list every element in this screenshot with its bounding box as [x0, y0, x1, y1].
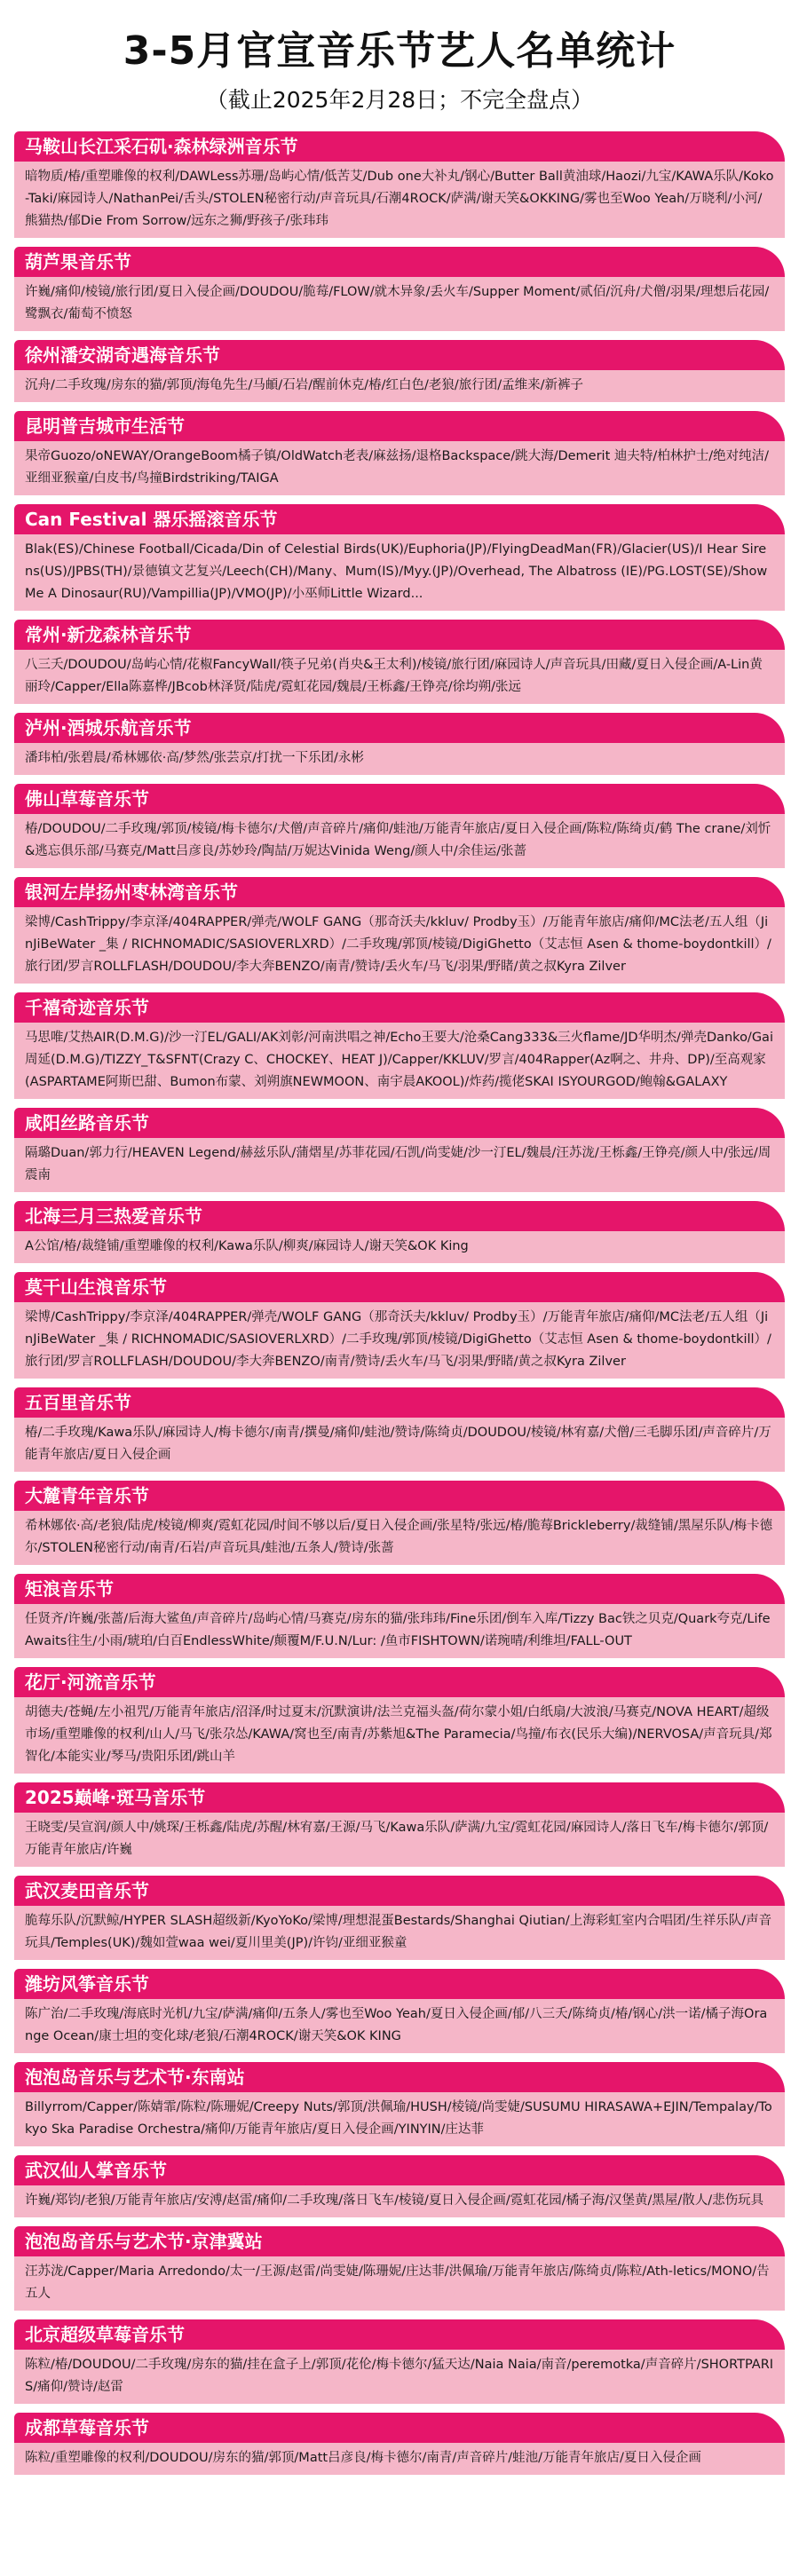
festival-name: 银河左岸扬州枣林湾音乐节 [14, 877, 785, 907]
festival-artists: Blak(ES)/Chinese Football/Cicada/Din of Celestial Birds(UK)/Euphoria(JP)/FlyingDeadMan(FR)/Glacier(US)/I Hear Sirens(US)/JPBS(TH)/景德镇文艺复兴/Leech(CH)/Many、Mum(IS)/Myy.(JP)/Overhead, The Albatross (IE)/PG.LOST(SE)/Show Me A Dinosaur(RU)/Vampillia(JP)/VMO(JP)/小巫师Little Wizard... [14, 534, 785, 611]
festival-section [14, 2226, 785, 2311]
festival-name: 潍坊风筝音乐节 [14, 1969, 785, 1999]
festival-artists: 椿/DOUDOU/二手玫瑰/郭顶/棱镜/梅卡德尔/犬僧/声音碎片/痛仰/蛙池/万能青年旅店/夏日入侵企画/陈粒/陈绮贞/鹤 The crane/刘忻&逃忘俱乐部/马赛克/Matt吕彦良/苏妙玲/陶喆/万妮达Vinida Weng/颜人中/余佳运/张蔷 [14, 814, 785, 868]
festival-section [14, 992, 785, 1099]
festival-section [14, 1574, 785, 1658]
festival-section [14, 784, 785, 868]
festival-name: 武汉麦田音乐节 [14, 1876, 785, 1906]
festival-section [14, 620, 785, 704]
festival-name: 马鞍山长江采石矶·森林绿洲音乐节 [14, 131, 785, 162]
festival-name: 2025巅峰·斑马音乐节 [14, 1782, 785, 1813]
festival-name: 昆明普吉城市生活节 [14, 411, 785, 441]
festival-name: 大麓青年音乐节 [14, 1481, 785, 1511]
festival-name: 泡泡岛音乐与艺术节·东南站 [14, 2062, 785, 2092]
festival-artists: 梁博/CashTrippy/李京泽/404RAPPER/弹壳/WOLF GANG（那奇沃夫/kkluv/ Prodby玉）/万能青年旅店/痛仰/MC法老/五人组（JinJiBeWater _集 / RICHNOMADIC/SASIOVERLXRD）/二手玫瑰/郭顶/棱镜/DigiGhetto（艾志恒 Asen & thome-boydontkill）/旅行团/罗言ROLLFLASH/DOUDOU/李大奔BENZO/南青/赞诗/丢火车/马飞/羽果/野睹/黄之叔Kyra Zilver [14, 907, 785, 984]
festival-name: 北海三月三热爱音乐节 [14, 1201, 785, 1231]
festival-artists: 陈广治/二手玫瑰/海底时光机/九宝/萨满/痛仰/五条人/雾也至Woo Yeah/夏日入侵企画/郁/八三夭/陈绮贞/椿/钢心/洪一诺/橘子海Orange Ocean/康士坦的变化球/老狼/石潮4ROCK/谢天笑&OK KING [14, 1999, 785, 2053]
festival-section [14, 131, 785, 238]
festival-artists: 希林娜依·高/老狼/陆虎/棱镜/柳爽/霓虹花园/时间不够以后/夏日入侵企画/张星特/张远/椿/脆莓Brickleberry/裁缝铺/黑屋乐队/梅卡德尔/STOLEN秘密行动/南青/石岩/声音玩具/蛙池/五条人/赞诗/张蔷 [14, 1511, 785, 1565]
festival-artists: Billyrrom/Capper/陈婧霏/陈粒/陈珊妮/Creepy Nuts/郭顶/洪佩瑜/HUSH/棱镜/尚雯婕/SUSUMU HIRASAWA+EJIN/Tempalay/Tokyo Ska Paradise Orchestra/痛仰/万能青年旅店/夏日入侵企画/YINYIN/庄达菲 [14, 2092, 785, 2146]
festival-name: 莫干山生浪音乐节 [14, 1272, 785, 1302]
festival-artists: 八三夭/DOUDOU/岛屿心情/花椒FancyWall/筷子兄弟(肖央&王太利)/棱镜/旅行团/麻园诗人/声音玩具/田藏/夏日入侵企画/A-Lin黄丽玲/Capper/Ella陈嘉桦/JBcob林泽贤/陆虎/霓虹花园/魏晨/王栎鑫/王铮亮/徐均朔/张远 [14, 650, 785, 704]
festival-name: 泡泡岛音乐与艺术节·京津冀站 [14, 2226, 785, 2256]
festival-artists: 果帝Guozo/oNEWAY/OrangeBoom橘子镇/OldWatch老表/麻兹扬/退格Backspace/跳大海/Demerit 迪夫特/柏林护士/绝对纯洁/亚细亚猴童/白皮书/鸟撞Birdstriking/TAIGA [14, 441, 785, 495]
festival-artists: 脆莓乐队/沉默鲸/HYPER SLASH超级新/KyoYoKo/梁博/理想混蛋Bestards/Shanghai Qiutian/上海彩虹室内合唱团/生祥乐队/声音玩具/Temples(UK)/魏如萱waa wei/夏川里美(JP)/许钧/亚细亚猴童 [14, 1906, 785, 1960]
festival-artists: 汪苏泷/Capper/Maria Arredondo/太一/王源/赵雷/尚雯婕/陈珊妮/庄达菲/洪佩瑜/万能青年旅店/陈绮贞/陈粒/Ath-letics/MONO/告五人 [14, 2256, 785, 2311]
festival-name: 徐州潘安湖奇遇海音乐节 [14, 340, 785, 370]
festival-artists: 暗物质/椿/重塑雕像的权利/DAWLess苏珊/岛屿心情/低苦艾/Dub one大补丸/钢心/Butter Ball黄油球/Haozi/九宝/KAWA乐队/Koko-Taki/麻园诗人/NathanPei/舌头/STOLEN秘密行动/声音玩具/石潮4ROCK/萨满/谢天笑&OKKING/雾也至Woo Yeah/万晓利/小河/熊猫热/郁Die From Sorrow/远东之狮/野孩子/张玮玮 [14, 162, 785, 238]
festival-name: 矩浪音乐节 [14, 1574, 785, 1604]
festival-name: 成都草莓音乐节 [14, 2413, 785, 2443]
festival-artists: 陈粒/重塑雕像的权利/DOUDOU/房东的猫/郭顶/Matt吕彦良/梅卡德尔/南青/声音碎片/蛙池/万能青年旅店/夏日入侵企画 [14, 2443, 785, 2475]
festival-section [14, 2319, 785, 2404]
festival-section [14, 1201, 785, 1263]
festival-artists: 马思唯/艾热AIR(D.M.G)/沙一汀EL/GALI/AK刘彰/河南洪唱之神/Echo王要大/沧桑Cang333&三火flame/JD华明杰/弹壳Danko/Gai周延(D.M.G)/TIZZY_T&SFNT(Crazy C、CHOCKEY、HEAT J)/Capper/KKLUV/罗言/404Rapper(Az啊之、井舟、DP)/至高观家(ASPARTAME阿斯巴甜、Bumon布蒙、刘朔旗NEWMOON、南宇晨AKOOL)/炸药/揽佬SKAI ISYOURGOD/鲍翰&GALAXY [14, 1023, 785, 1099]
page-subtitle: （截止2025年2月28日；不完全盘点） [205, 87, 594, 113]
festival-artists: 梁博/CashTrippy/李京泽/404RAPPER/弹壳/WOLF GANG（那奇沃夫/kkluv/ Prodby玉）/万能青年旅店/痛仰/MC法老/五人组（JinJiBeWater _集 / RICHNOMADIC/SASIOVERLXRD）/二手玫瑰/郭顶/棱镜/DigiGhetto（艾志恒 Asen & thome-boydontkill）/旅行团/罗言ROLLFLASH/DOUDOU/李大奔BENZO/南青/赞诗/丢火车/马飞/羽果/野睹/黄之叔Kyra Zilver [14, 1302, 785, 1379]
festival-section [14, 340, 785, 402]
festival-artists: 王晓雯/吴宣润/颜人中/姚琛/王栎鑫/陆虎/苏醒/林宥嘉/王源/马飞/Kawa乐队/萨满/九宝/霓虹花园/麻园诗人/落日飞车/梅卡德尔/郭顶/万能青年旅店/许巍 [14, 1813, 785, 1867]
festival-section [14, 713, 785, 775]
festival-name: 葫芦果音乐节 [14, 247, 785, 277]
festival-name: Can Festival 器乐摇滚音乐节 [14, 504, 785, 534]
festival-list [14, 131, 785, 2475]
festival-section [14, 247, 785, 331]
festival-section [14, 1667, 785, 1774]
festival-section [14, 1108, 785, 1192]
festival-name: 佛山草莓音乐节 [14, 784, 785, 814]
festival-name: 花厅·河流音乐节 [14, 1667, 785, 1697]
festival-artists: 陈粒/椿/DOUDOU/二手玫瑰/房东的猫/挂在盒子上/郭顶/花伦/梅卡德尔/猛天达/Naia Naia/南音/peremotka/声音碎片/SHORTPARIS/痛仰/赞诗/赵雷 [14, 2350, 785, 2404]
festival-artists: 沉舟/二手玫瑰/房东的猫/郭顶/海龟先生/马頔/石岩/醒前休克/椿/红白色/老狼/旅行团/孟维来/新裤子 [14, 370, 785, 402]
festival-name: 北京超级草莓音乐节 [14, 2319, 785, 2350]
festival-section [14, 1481, 785, 1565]
festival-section [14, 1272, 785, 1379]
festival-section [14, 1782, 785, 1867]
festival-section [14, 2413, 785, 2475]
festival-section [14, 877, 785, 984]
festival-artists: 胡德夫/苍蝇/左小祖咒/万能青年旅店/沼泽/时过夏末/沉默演讲/法兰克福头盔/荷尔蒙小姐/白纸扇/大波浪/马赛克/NOVA HEART/超级市场/重塑雕像的权利/山人/马飞/张尕怂/KAWA/窝也至/南青/苏紫旭&The Paramecia/鸟撞/布衣(民乐大编)/NERVOSA/声音玩具/郑智化/本能实业/琴马/贵阳乐团/跳山羊 [14, 1697, 785, 1774]
festival-name: 千禧奇迹音乐节 [14, 992, 785, 1023]
festival-name: 咸阳丝路音乐节 [14, 1108, 785, 1138]
page-title: 3-5月官宣音乐节艺人名单统计 [123, 28, 676, 74]
festival-section [14, 1387, 785, 1472]
festival-name: 五百里音乐节 [14, 1387, 785, 1418]
festival-artists: A公馆/椿/裁缝铺/重塑雕像的权利/Kawa乐队/柳爽/麻园诗人/谢天笑&OK King [14, 1231, 785, 1263]
festival-section [14, 411, 785, 495]
festival-section [14, 2062, 785, 2146]
festival-artists: 许巍/郑钧/老狼/万能青年旅店/安溥/赵雷/痛仰/二手玫瑰/落日飞车/棱镜/夏日入侵企画/霓虹花园/橘子海/汉堡黄/黑屋/散人/悲伤玩具 [14, 2185, 785, 2217]
festival-name: 泸州·酒城乐航音乐节 [14, 713, 785, 743]
festival-section [14, 1876, 785, 1960]
festival-artists: 任贤齐/许巍/张蔷/后海大鲨鱼/声音碎片/岛屿心情/马赛克/房东的猫/张玮玮/Fine乐团/倒车入库/Tizzy Bac铁之贝克/Quark夸克/Life Awaits往生/小雨/琥珀/白百EndlessWhite/颠覆M/F.U.N/Lur: /鱼市FISHTOWN/诺琬晴/利维坦/FALL-OUT [14, 1604, 785, 1658]
festival-artists: 许巍/痛仰/棱镜/旅行团/夏日入侵企画/DOUDOU/脆莓/FLOW/就木异象/丢火车/Supper Moment/贰佰/沉舟/犬僧/羽果/理想后花园/鹭飘衣/葡萄不愤怒 [14, 277, 785, 331]
festival-artists: 隔璐Duan/郭力行/HEAVEN Legend/赫兹乐队/蒲熠星/苏菲花园/石凯/尚雯婕/沙一汀EL/魏晨/汪苏泷/王栎鑫/王铮亮/颜人中/张远/周震南 [14, 1138, 785, 1192]
festival-artists: 潘玮柏/张碧晨/希林娜依·高/梦然/张芸京/打扰一下乐团/永彬 [14, 743, 785, 775]
festival-name: 武汉仙人掌音乐节 [14, 2155, 785, 2185]
festival-section [14, 2155, 785, 2217]
festival-section [14, 504, 785, 611]
festival-artists: 椿/二手玫瑰/Kawa乐队/麻园诗人/梅卡德尔/南青/撰曼/痛仰/蛙池/赞诗/陈绮贞/DOUDOU/棱镜/林宥嘉/犬僧/三毛脚乐团/声音碎片/万能青年旅店/夏日入侵企画 [14, 1418, 785, 1472]
festival-name: 常州·新龙森林音乐节 [14, 620, 785, 650]
festival-section [14, 1969, 785, 2053]
